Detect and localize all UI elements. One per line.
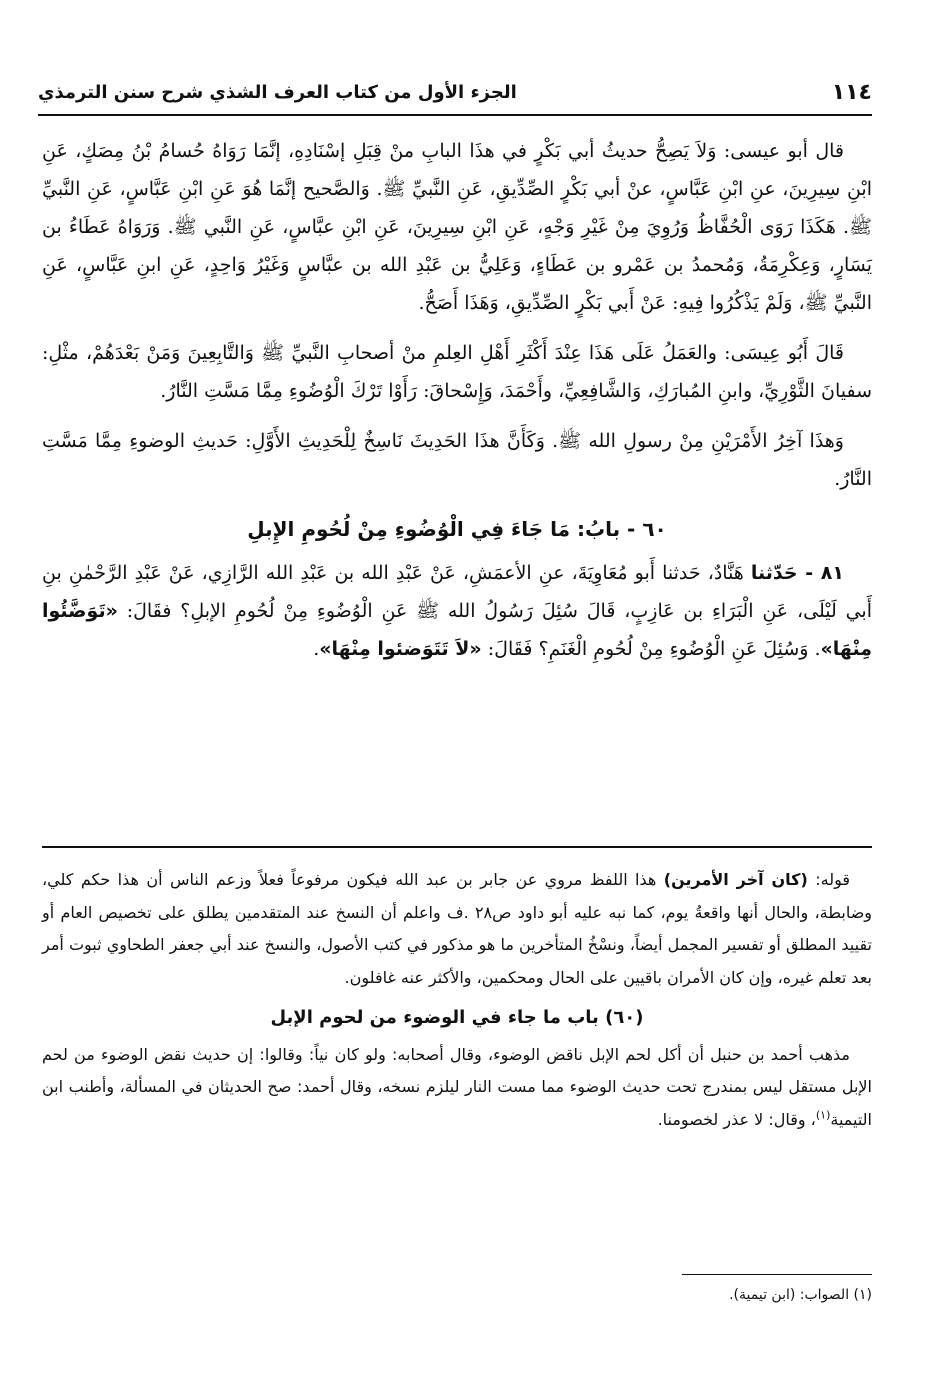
commentary-divider [42,846,872,848]
running-title: الجزء الأول من كتاب العرف الشذي شرح سنن الترمذي [38,81,517,103]
hadith-quote: «لاَ تَتَوَضئوا مِنْهَا» [319,638,482,660]
commentary-intro: قوله: [815,870,850,889]
hadith-paragraph [42,554,872,668]
page-number: ١١٤ [831,79,872,105]
footnote-rule [682,1274,872,1275]
hadith-number: ٨١ - حَدّثنا [750,562,844,584]
hadith-quote: «تَوَضَّئُوا مِنْهَا» [42,600,872,660]
chapter-title: ٦٠ - بابُ: مَا جَاءَ فِي الْوُضُوءِ مِنْ لُحُومِ الإِبلِ [247,517,667,541]
footnote: (١) الصواب: (ابن تيمية). [729,1287,872,1303]
main-paragraph: قَالَ أَبُو عِيسَى: والعَمَلُ عَلَى هَذَا عِنْدَ أَكْثَرِ أَهْلِ العِلمِ منْ أصحابِ النَّبيِّ ﷺ وَالتَّابِعِينَ وَمَنْ بَعْدَهُمْ، مثْلِ: سفيانَ الثَّوْرِيِّ، وابنِ المُبارَكِ، وَالشَّافِعِيِّ، وأَحْمَدَ، وَإِسْحاقَ: رَأَوْا تَرْكَ الْوُضُوءِ مِمَّا مَسَّتِ النَّارُ. [42,342,872,402]
commentary [42,864,872,1144]
commentary-text: ، وقال: لا عذر لخصومنا. [657,1109,816,1129]
quoted-phrase: (كان آخر الأمرين) [663,870,808,889]
main-paragraph: قال أبو عيسى: وَلاَ يَصِحُّ حديثُ أبي بَكْرٍ في هذَا البابِ منْ قِبَلِ إسْنَادِهِ، إنَّمَا رَوَاهُ حُسامُ بْنُ مِصَكٍ، عَنِ ابْنِ سِيرِينَ، عنِ ابْنِ عَبَّاسٍ، عنْ أبي بَكْرٍ الصِّدِّيقِ، عَنِ النَّبيِّ ﷺ. وَالصَّحيح إنَّمَا هُوَ عَنِ ابْنِ عَبَّاسٍ، عَنِ النَّبيِّ ﷺ. هَكَذَا رَوَى الْحُفَّاظُ وَرُوِيَ مِنْ غَيْرِ وَجْهٍ، عَنِ ابْنِ سِيرِينَ، عَنِ ابْنِ عبَّاسٍ، عَنِ النَّبي ﷺ. وَرَوَاهُ عَطَاءُ بن يَسَارٍ، وَعِكْرِمَةُ، وَمُحمدُ بن عَمْرو بن عَطَاءٍ، وَعَلِيُّ بن عَبْدِ الله بن عبَّاسٍ وَغَيْرُ وَاحِدٍ، عَنِ ابنِ عَبَّاسٍ، عَنِ النَّبيِّ ﷺ، وَلَمْ يَذْكُرُوا فِيهِ: عَنْ أَبي بَكْرٍ الصِّدِّيقِ، وَهَذَا أَصَحُّ. [42,140,872,314]
commentary-paragraph [42,864,872,994]
commentary-text: مذهب أحمد بن حنبل أن أكل لحم الإبل ناقض الوضوء، وقال أصحابه: ولو كان نياً: وقالوا: إن حديث نقض الوضوء من لحم الإبل مستقل ليس بمندرج تحت حديث الوضوء مما مست النار ليلزم نسخه، وقال أحمد: صح الحديثان في المسألة، وأطنب ابن التيمية [42,1044,872,1129]
page-header [38,70,872,116]
hadith-text: هَنَّادٌ، حَدثنا أَبو مُعَاوِيَةَ، عنِ الأعمَشِ، عَنْ عَبْدِ الله بن عَبْدِ الله الرَّازِي، عَنْ عَبْدِ الرَّحْمٰنِ بنِ أَبي لَيْلَى، عَنِ الْبَرَاءِ بن عَازِبٍ، قَالَ سُئِلَ رَسُولُ الله ﷺ عَنِ الْوُضُوءِ مِنْ لُحُومِ الإبلِ؟ فقَالَ: [42,562,872,622]
hadith-end: . [313,638,320,660]
hadith-text: . وَسُئِلَ عَنِ الْوُضُوءِ مِنْ لُحُومِ الْغَنَمِ؟ فَقَالَ: [487,638,821,660]
footnote-reference: (١) [815,1108,831,1122]
commentary-subtitle: (٦٠) باب ما جاء في الوضوء من لحوم الإبل [270,1007,644,1028]
commentary-text: هذا اللفظ مروي عن جابر بن عبد الله فيكون مرفوعاً فعلاً وزعم الناس أن هذا حكم كلي، وضابطة، والحال أنها واقعةُ يوم، كما نبه عليه أبو داود ص٢٨ .ف واعلم أن النسخ عند المتقدمين يطلق على تخصيص العام أو تقييد المطلق أو تفسير المجمل أيضاً، ونسْخُ المتأخرين ما هو مذكور في كتب الأصول، والنسخ عند أبي جعفر الطحاوي ثبوت أمر بعد تعلم غيره، وإن كان الأمران باقيين على الحال ومحكمين، والأكثر عنه غافلون. [42,870,873,987]
main-text [42,132,872,680]
main-paragraph: وَهذَا آخِرُ الأَمْرَيْنِ مِنْ رسولِ الله ﷺ. وَكَأَنَّ هذَا الحَدِيثَ نَاسِخٌ لِلْحَدِيثِ الأَوَّلِ: حَديثِ الوضوءِ مِمَّا مَسَّتِ النَّارُ. [42,430,872,490]
commentary-paragraph [42,1039,872,1137]
